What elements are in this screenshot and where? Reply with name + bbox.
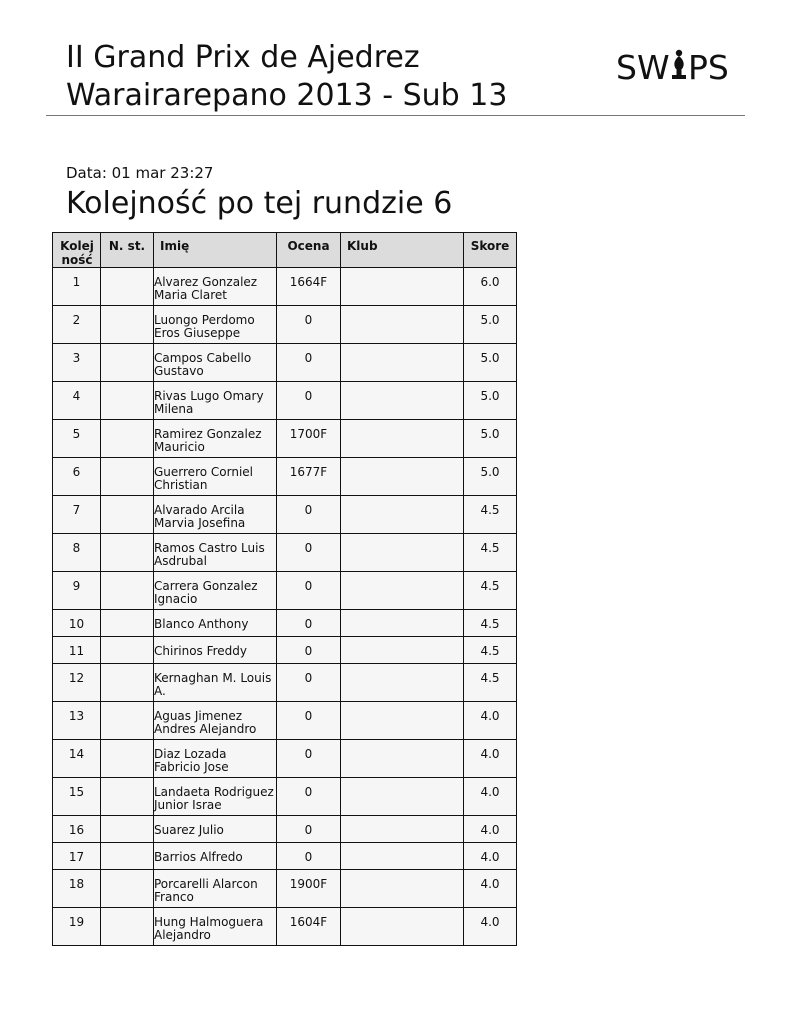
cell-score: 4.5 <box>464 610 517 637</box>
cell-club <box>341 268 464 306</box>
cell-rank: 6 <box>53 458 101 496</box>
cell-rank: 12 <box>53 664 101 702</box>
table-row <box>53 843 517 870</box>
cell-rank: 7 <box>53 496 101 534</box>
cell-score: 4.0 <box>464 870 517 908</box>
cell-club <box>341 816 464 843</box>
cell-club <box>341 664 464 702</box>
cell-rank: 19 <box>53 908 101 946</box>
cell-club <box>341 637 464 664</box>
cell-name: Ramirez Gonzalez Mauricio <box>154 420 277 458</box>
cell-rating: 0 <box>277 496 341 534</box>
cell-name: Kernaghan M. Louis A. <box>154 664 277 702</box>
cell-rank: 15 <box>53 778 101 816</box>
cell-club <box>341 702 464 740</box>
cell-start-no <box>101 870 154 908</box>
cell-start-no <box>101 458 154 496</box>
cell-club <box>341 382 464 420</box>
table-row <box>53 458 517 496</box>
cell-start-no <box>101 420 154 458</box>
standings-table <box>52 232 517 946</box>
cell-start-no <box>101 534 154 572</box>
cell-rank: 3 <box>53 344 101 382</box>
cell-rank: 14 <box>53 740 101 778</box>
cell-start-no <box>101 740 154 778</box>
cell-rank: 4 <box>53 382 101 420</box>
cell-start-no <box>101 778 154 816</box>
table-row <box>53 702 517 740</box>
cell-rating: 0 <box>277 664 341 702</box>
cell-score: 4.0 <box>464 908 517 946</box>
table-row <box>53 740 517 778</box>
table-row <box>53 637 517 664</box>
header-score: Skore <box>464 233 517 268</box>
logo-text-left: SW <box>616 48 670 87</box>
cell-name: Carrera Gonzalez Ignacio <box>154 572 277 610</box>
header-rating: Ocena <box>277 233 341 268</box>
cell-start-no <box>101 908 154 946</box>
header-divider <box>46 115 745 116</box>
cell-name: Guerrero Corniel Christian <box>154 458 277 496</box>
table-row <box>53 610 517 637</box>
cell-start-no <box>101 382 154 420</box>
cell-name: Campos Cabello Gustavo <box>154 344 277 382</box>
cell-name: Diaz Lozada Fabricio Jose <box>154 740 277 778</box>
cell-rating: 1677F <box>277 458 341 496</box>
table-row <box>53 534 517 572</box>
cell-score: 4.5 <box>464 664 517 702</box>
table-header-row <box>53 233 517 268</box>
cell-rating: 0 <box>277 344 341 382</box>
cell-rank: 16 <box>53 816 101 843</box>
cell-score: 4.0 <box>464 740 517 778</box>
cell-rank: 18 <box>53 870 101 908</box>
cell-start-no <box>101 268 154 306</box>
standings-body <box>53 268 517 946</box>
logo-text-right: PS <box>688 48 729 87</box>
cell-start-no <box>101 637 154 664</box>
cell-club <box>341 420 464 458</box>
standings-heading: Kolejność po tej rundzie 6 <box>66 186 453 221</box>
title-line-1: II Grand Prix de Ajedrez <box>66 40 420 75</box>
cell-name: Barrios Alfredo <box>154 843 277 870</box>
cell-name: Rivas Lugo Omary Milena <box>154 382 277 420</box>
cell-score: 6.0 <box>464 268 517 306</box>
date-line: Data: 01 mar 23:27 <box>66 164 214 182</box>
cell-club <box>341 843 464 870</box>
cell-score: 4.5 <box>464 572 517 610</box>
chess-bishop-icon <box>672 50 686 79</box>
cell-rating: 1604F <box>277 908 341 946</box>
cell-rank: 8 <box>53 534 101 572</box>
cell-rating: 0 <box>277 382 341 420</box>
table-row <box>53 908 517 946</box>
cell-score: 4.5 <box>464 534 517 572</box>
cell-start-no <box>101 664 154 702</box>
title-line-2: Warairarepano 2013 - Sub 13 <box>66 78 508 113</box>
table-row <box>53 420 517 458</box>
cell-name: Blanco Anthony <box>154 610 277 637</box>
cell-rating: 0 <box>277 572 341 610</box>
cell-club <box>341 908 464 946</box>
cell-rating: 0 <box>277 306 341 344</box>
table-row <box>53 268 517 306</box>
cell-rating: 0 <box>277 816 341 843</box>
cell-name: Ramos Castro Luis Asdrubal <box>154 534 277 572</box>
cell-rating: 1664F <box>277 268 341 306</box>
cell-score: 5.0 <box>464 344 517 382</box>
table-row <box>53 344 517 382</box>
cell-club <box>341 458 464 496</box>
cell-name: Porcarelli Alarcon Franco <box>154 870 277 908</box>
cell-start-no <box>101 702 154 740</box>
cell-score: 4.0 <box>464 778 517 816</box>
table-row <box>53 306 517 344</box>
cell-name: Aguas Jimenez Andres Alejandro <box>154 702 277 740</box>
cell-score: 4.5 <box>464 637 517 664</box>
cell-score: 5.0 <box>464 458 517 496</box>
cell-rank: 9 <box>53 572 101 610</box>
table-row <box>53 816 517 843</box>
table-row <box>53 664 517 702</box>
cell-name: Alvarado Arcila Marvia Josefina <box>154 496 277 534</box>
header-name: Imię <box>154 233 277 268</box>
cell-club <box>341 496 464 534</box>
page-title <box>66 39 507 115</box>
cell-start-no <box>101 572 154 610</box>
cell-rating: 1900F <box>277 870 341 908</box>
cell-club <box>341 344 464 382</box>
cell-rating: 0 <box>277 637 341 664</box>
cell-score: 4.0 <box>464 816 517 843</box>
cell-rating: 0 <box>277 534 341 572</box>
cell-rating: 0 <box>277 778 341 816</box>
cell-score: 5.0 <box>464 382 517 420</box>
cell-club <box>341 610 464 637</box>
table-row <box>53 870 517 908</box>
cell-name: Chirinos Freddy <box>154 637 277 664</box>
cell-score: 5.0 <box>464 420 517 458</box>
cell-club <box>341 778 464 816</box>
cell-score: 4.0 <box>464 843 517 870</box>
cell-club <box>341 740 464 778</box>
cell-start-no <box>101 843 154 870</box>
cell-start-no <box>101 816 154 843</box>
cell-name: Alvarez Gonzalez Maria Claret <box>154 268 277 306</box>
cell-club <box>341 534 464 572</box>
cell-score: 4.0 <box>464 702 517 740</box>
cell-rating: 1700F <box>277 420 341 458</box>
cell-name: Hung Halmoguera Alejandro <box>154 908 277 946</box>
cell-start-no <box>101 306 154 344</box>
cell-name: Landaeta Rodriguez Junior Israe <box>154 778 277 816</box>
cell-club <box>341 306 464 344</box>
cell-start-no <box>101 344 154 382</box>
cell-rating: 0 <box>277 843 341 870</box>
cell-rating: 0 <box>277 702 341 740</box>
cell-name: Luongo Perdomo Eros Giuseppe <box>154 306 277 344</box>
cell-rank: 13 <box>53 702 101 740</box>
cell-club <box>341 870 464 908</box>
cell-score: 4.5 <box>464 496 517 534</box>
cell-rank: 1 <box>53 268 101 306</box>
header-rank: Kolej ność <box>53 233 101 268</box>
cell-club <box>341 572 464 610</box>
cell-rank: 5 <box>53 420 101 458</box>
table-row <box>53 496 517 534</box>
table-row <box>53 778 517 816</box>
cell-start-no <box>101 610 154 637</box>
header-start-no: N. st. <box>101 233 154 268</box>
cell-rank: 17 <box>53 843 101 870</box>
cell-rating: 0 <box>277 610 341 637</box>
cell-start-no <box>101 496 154 534</box>
swips-logo <box>616 47 740 87</box>
header-club: Klub <box>341 233 464 268</box>
table-row <box>53 572 517 610</box>
cell-rank: 2 <box>53 306 101 344</box>
cell-rating: 0 <box>277 740 341 778</box>
cell-rank: 11 <box>53 637 101 664</box>
cell-rank: 10 <box>53 610 101 637</box>
cell-score: 5.0 <box>464 306 517 344</box>
cell-name: Suarez Julio <box>154 816 277 843</box>
table-row <box>53 382 517 420</box>
